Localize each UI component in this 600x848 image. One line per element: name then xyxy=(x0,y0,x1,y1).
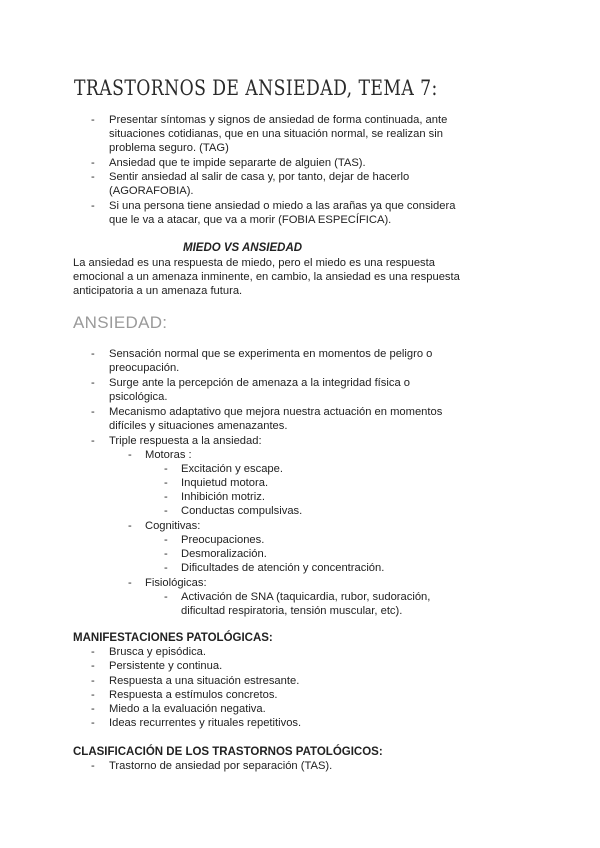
fisiologicas-item-1-line-1: Activación de SNA (taquicardia, rubor, sudoración, xyxy=(181,591,431,603)
bullet-dash: - xyxy=(91,377,95,389)
bullet-dash: - xyxy=(164,491,168,503)
bullet-dash: - xyxy=(164,463,168,475)
ansiedad-item-3-line-2: difíciles y situaciones amenazantes. xyxy=(109,420,288,432)
intro-item-1-line-2: situaciones cotidianas, que en una situación normal, se realizan sin xyxy=(109,128,443,140)
clasificacion-item: Trastorno de ansiedad por separación (TAS). xyxy=(109,760,333,772)
manifestaciones-item: Ideas recurrentes y rituales repetitivos. xyxy=(109,717,302,729)
fisiologicas-item-1-line-2: dificultad respiratoria, tensión muscular, etc). xyxy=(181,605,403,617)
manifestaciones-item: Respuesta a una situación estresante. xyxy=(109,675,300,687)
bullet-dash: - xyxy=(91,435,95,447)
ansiedad-item-4-line-1: Triple respuesta a la ansiedad: xyxy=(109,435,262,447)
clasificacion-heading: CLASIFICACIÓN DE LOS TRASTORNOS PATOLÓGICOS: xyxy=(73,746,383,758)
miedo-paragraph-line-1: La ansiedad es una respuesta de miedo, pero el miedo es una respuesta xyxy=(73,257,435,269)
bullet-dash: - xyxy=(91,200,95,212)
manifestaciones-item: Respuesta a estímulos concretos. xyxy=(109,689,278,701)
cognitivas-label: Cognitivas: xyxy=(145,520,201,532)
manifestaciones-item: Brusca y episódica. xyxy=(109,646,207,658)
bullet-dash: - xyxy=(164,505,168,517)
cognitivas-item-3: Dificultades de atención y concentración. xyxy=(181,562,385,574)
intro-item-3-line-2: (AGORAFOBIA). xyxy=(109,185,194,197)
intro-item-2-line-1: Ansiedad que te impide separarte de alguien (TAS). xyxy=(109,157,366,169)
bullet-dash: - xyxy=(164,548,168,560)
motoras-item-3: Inhibición motriz. xyxy=(181,491,265,503)
bullet-dash: - xyxy=(91,760,95,772)
bullet-dash: - xyxy=(128,577,132,589)
manifestaciones-item: Persistente y continua. xyxy=(109,660,223,672)
bullet-dash: - xyxy=(91,717,95,729)
bullet-dash: - xyxy=(164,562,168,574)
bullet-dash: - xyxy=(91,675,95,687)
bullet-dash: - xyxy=(164,477,168,489)
ansiedad-item-2-line-2: psicológica. xyxy=(109,391,168,403)
fisiologicas-label: Fisiológicas: xyxy=(145,577,207,589)
motoras-item-4: Conductas compulsivas. xyxy=(181,505,303,517)
ansiedad-item-2-line-1: Surge ante la percepción de amenaza a la integridad física o xyxy=(109,377,411,389)
intro-item-1-line-3: problema seguro. (TAG) xyxy=(109,142,229,154)
manifestaciones-item: Miedo a la evaluación negativa. xyxy=(109,703,266,715)
motoras-item-1: Excitación y escape. xyxy=(181,463,283,475)
bullet-dash: - xyxy=(91,157,95,169)
bullet-dash: - xyxy=(128,520,132,532)
bullet-dash: - xyxy=(91,171,95,183)
miedo-vs-ansiedad-heading: MIEDO VS ANSIEDAD xyxy=(183,242,303,254)
bullet-dash: - xyxy=(128,449,132,461)
motoras-label: Motoras : xyxy=(145,449,192,461)
bullet-dash: - xyxy=(91,689,95,701)
intro-item-4-line-2: que le va a atacar, que va a morir (FOBIA ESPECÍFICA). xyxy=(109,214,392,226)
intro-item-4-line-1: Si una persona tiene ansiedad o miedo a las arañas ya que considera xyxy=(109,200,456,212)
ansiedad-section-title: ANSIEDAD: xyxy=(73,313,168,332)
bullet-dash: - xyxy=(91,703,95,715)
bullet-dash: - xyxy=(91,646,95,658)
manifestaciones-heading: MANIFESTACIONES PATOLÓGICAS: xyxy=(73,632,273,644)
ansiedad-item-3-line-1: Mecanismo adaptativo que mejora nuestra actuación en momentos xyxy=(109,406,443,418)
page-title: TRASTORNOS DE ANSIEDAD, TEMA 7: xyxy=(74,76,438,100)
ansiedad-item-1-line-2: preocupación. xyxy=(109,362,180,374)
motoras-item-2: Inquietud motora. xyxy=(181,477,269,489)
bullet-dash: - xyxy=(164,591,168,603)
cognitivas-item-2: Desmoralización. xyxy=(181,548,267,560)
miedo-paragraph-line-2: emocional a un amenaza inminente, en cambio, la ansiedad es una respuesta xyxy=(73,271,460,283)
bullet-dash: - xyxy=(91,114,95,126)
intro-item-3-line-1: Sentir ansiedad al salir de casa y, por tanto, dejar de hacerlo xyxy=(109,171,410,183)
bullet-dash: - xyxy=(91,406,95,418)
ansiedad-item-1-line-1: Sensación normal que se experimenta en momentos de peligro o xyxy=(109,348,433,360)
bullet-dash: - xyxy=(164,534,168,546)
miedo-paragraph-line-3: anticipatoria a un amenaza futura. xyxy=(73,285,243,297)
cognitivas-item-1: Preocupaciones. xyxy=(181,534,265,546)
bullet-dash: - xyxy=(91,348,95,360)
bullet-dash: - xyxy=(91,660,95,672)
intro-item-1-line-1: Presentar síntomas y signos de ansiedad de forma continuada, ante xyxy=(109,114,448,126)
